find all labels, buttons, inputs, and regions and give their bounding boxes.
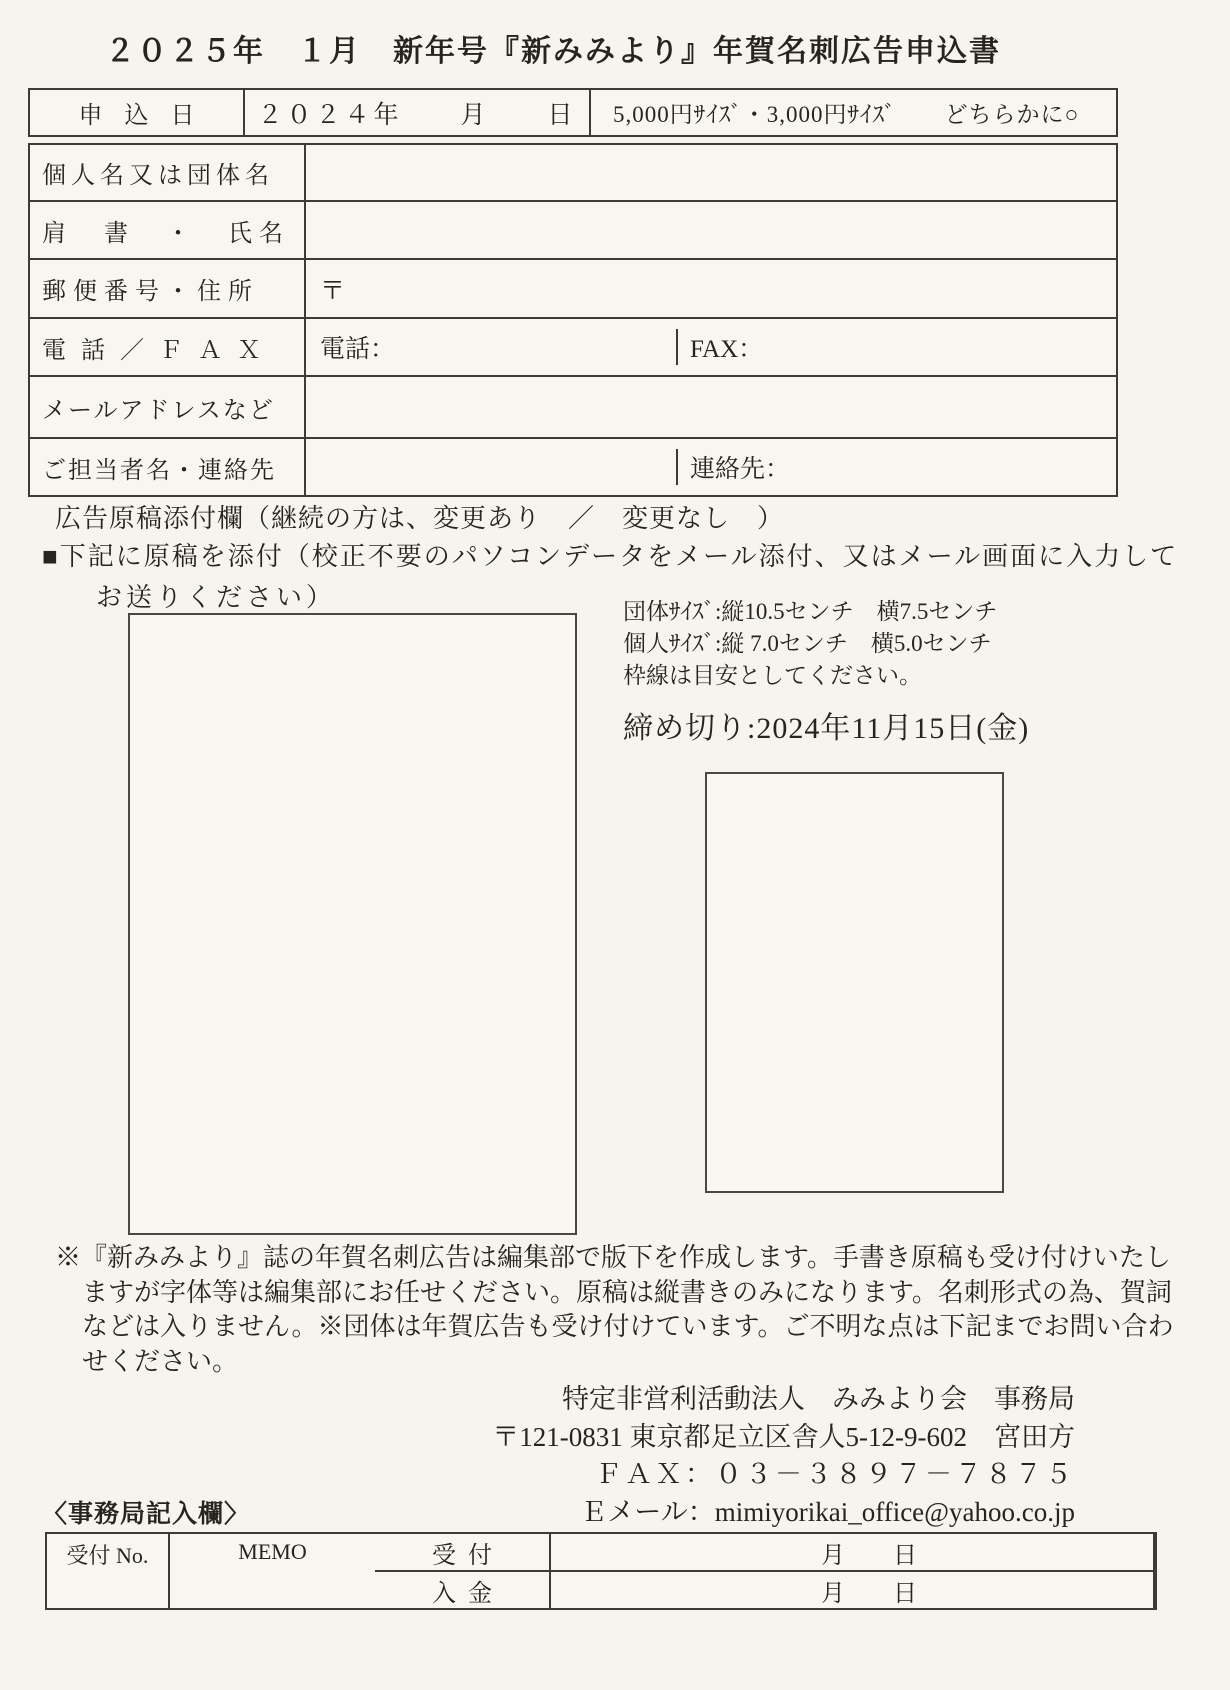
name-label: 個人名又は団体名 (42, 163, 274, 189)
ad-manuscript-note: 広告原稿添付欄（継続の方は、変更あり ／ 変更なし ） (55, 504, 785, 533)
address-label-cell (30, 260, 306, 317)
title-name-row (30, 202, 1116, 260)
payment-date-cell: 月 日 (551, 1572, 1155, 1608)
applicant-info-table (28, 143, 1118, 497)
name-input-cell (306, 145, 1116, 200)
fax-input-cell (676, 329, 1116, 365)
name-label-cell (30, 145, 306, 200)
org-fax: ＦＡＸ：０３－３８９７－７８７５ (595, 1459, 1075, 1489)
phone-fax-input-cell (306, 319, 1116, 375)
attach-instruction-line1: ■下記に原稿を添付（校正不要のパソコンデータをメール添付、又はメール画面に入力して (42, 542, 1179, 571)
size-note-frame: 枠線は目安としてください。 (623, 663, 922, 688)
apply-date-value: ２０２４年 月 日 (257, 101, 577, 129)
size-note-group: 団体ｻｲｽﾞ:縦10.5センチ 横7.5センチ (623, 599, 998, 624)
reception-date-cell: 月 日 (551, 1534, 1155, 1572)
footnote (55, 1241, 1173, 1379)
title-name-input-cell (306, 202, 1116, 258)
apply-date-row (28, 88, 1118, 137)
org-email: Ｅメール：mimiyorikai_office@yahoo.co.jp (580, 1496, 1075, 1527)
phone-fax-label-cell (30, 319, 306, 375)
office-use-table (45, 1532, 1157, 1610)
contact-info-block (492, 1381, 1075, 1531)
title-name-label: 肩 書 ・ 氏名 (42, 220, 290, 247)
contact-person-label-cell (30, 439, 306, 495)
fax-label: FAX： (690, 336, 764, 363)
phone-fax-label: 電話／ＦＡＸ (42, 337, 276, 364)
org-address: 〒121-0831 東京都足立区舎人5-12-9-602 宮田方 (492, 1421, 1075, 1452)
title-name-label-cell (30, 202, 306, 258)
email-row (30, 377, 1116, 439)
name-row (30, 145, 1116, 202)
apply-date-label: 申込日 (78, 103, 217, 129)
email-input-cell (306, 377, 1116, 437)
attach-instruction-line2: お送りください） (96, 583, 337, 612)
manuscript-box-individual (705, 772, 1004, 1193)
footnote-line3: などは入りません。※団体は年賀広告も受け付けています。ご不明な点は下記までお問い合わ (82, 1312, 1174, 1341)
contact-person-label: ご担当者名・連絡先 (42, 457, 276, 484)
reception-no-cell: 受付 No. (47, 1534, 170, 1608)
deadline-text: 締め切り:2024年11月15日(金) (623, 712, 1030, 745)
price-choice-text: 5,000円ｻｲｽﾞ・3,000円ｻｲｽﾞ どちらかに○ (613, 102, 1080, 127)
footnote-line4: せください。 (82, 1346, 239, 1376)
apply-date-label-cell (30, 90, 245, 135)
reception-label-cell (375, 1534, 551, 1572)
apply-date-value-cell (245, 90, 591, 135)
email-label-cell (30, 377, 306, 437)
footnote-line2: ますが字体等は編集部にお任せください。原稿は縦書きのみになります。名刺形式の為、賀詞 (82, 1277, 1172, 1307)
memo-cell: MEMO (238, 1539, 307, 1564)
size-note-individual: 個人ｻｲｽﾞ:縦 7.0センチ 横5.0センチ (623, 631, 992, 656)
tel-label: 電話： (320, 336, 396, 363)
address-label: 郵便番号・住所 (42, 279, 259, 305)
page-title: ２０２５年 １月 新年号『新みみより』年賀名刺広告申込書 (105, 35, 1001, 68)
price-choice-cell (591, 90, 1116, 135)
org-name: 特定非営利活動法人 みみより会 事務局 (562, 1384, 1075, 1414)
phone-fax-row (30, 319, 1116, 377)
payment-label: 入金 (432, 1580, 504, 1607)
contact-person-row (30, 439, 1116, 495)
reception-label: 受付 (432, 1542, 504, 1569)
postal-mark: 〒 (320, 277, 346, 305)
office-section-heading: 〈事務局記入欄〉 (42, 1501, 251, 1528)
footnote-line1: ※『新みみより』誌の年賀名刺広告は編集部で版下を作成します。手書き原稿も受け付けいたし (55, 1243, 1171, 1272)
contact-person-input-cell (306, 439, 1116, 495)
tel-input-cell (306, 329, 676, 365)
manuscript-box-group (128, 613, 577, 1235)
contact-detail-cell (676, 449, 1116, 485)
contact-detail-label: 連絡先： (690, 456, 791, 483)
size-note (623, 596, 997, 692)
address-row (30, 260, 1116, 319)
email-label: メールアドレスなど (42, 397, 275, 424)
payment-label-cell (375, 1572, 551, 1608)
address-input-cell (306, 260, 1116, 317)
